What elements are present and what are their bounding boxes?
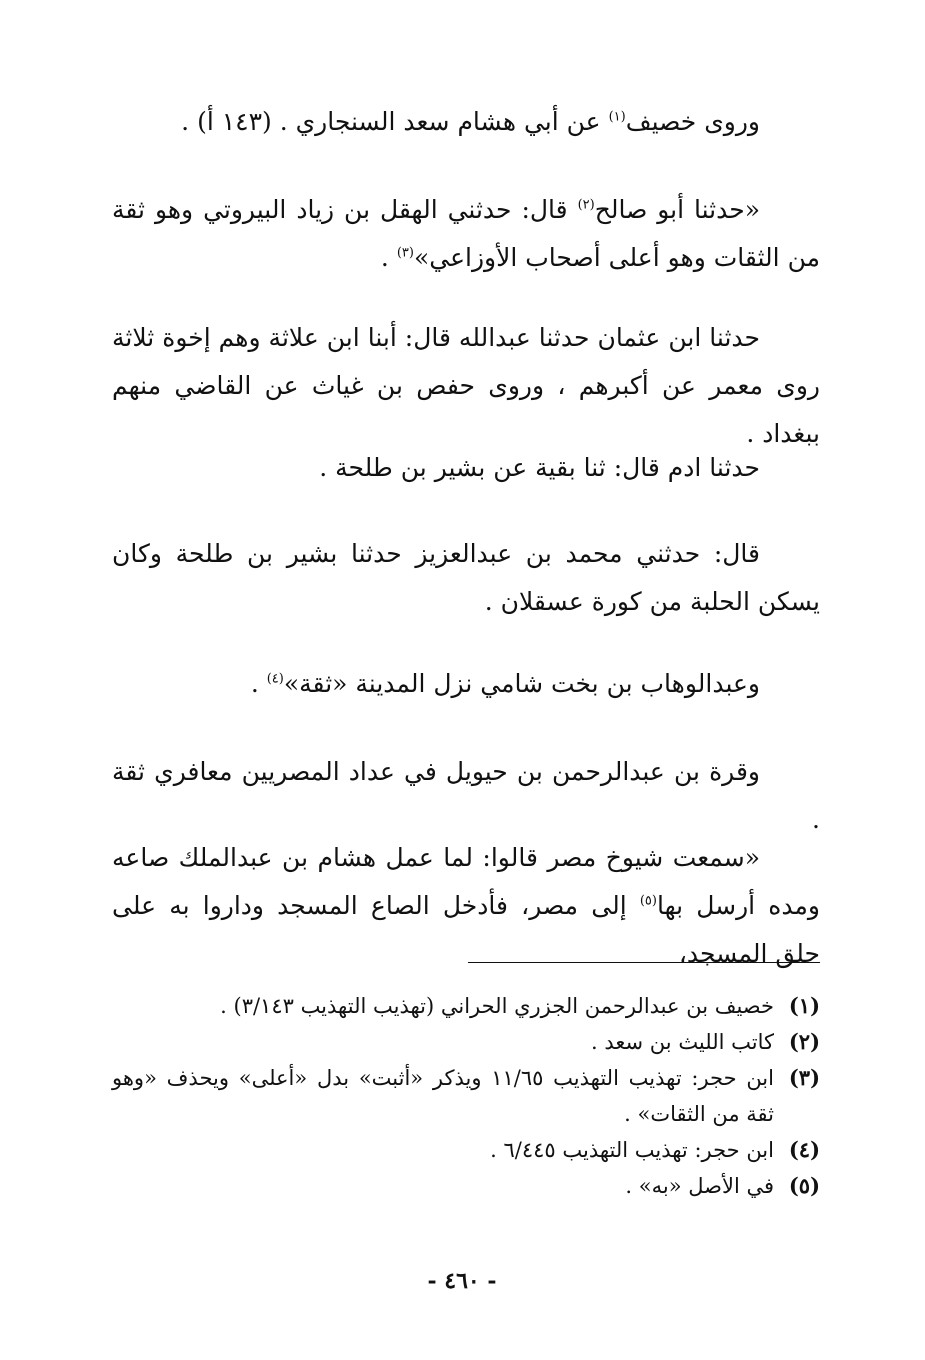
footnote-1 [112, 988, 820, 1024]
footnote-text: ابن حجر: تهذيب التهذيب ٦/٤٤٥ . [490, 1138, 774, 1162]
footnote-3 [112, 1060, 820, 1132]
footnote-number: (٥) [788, 1173, 820, 1198]
footnote-ref-4[interactable]: (٤) [266, 671, 284, 687]
footnote-text: خصيف بن عبدالرحمن الجزري الحراني (تهذيب التهذيب ٣/١٤٣) . [220, 994, 774, 1018]
paragraph-2: «حدثنا أبو صالح$^{(٢)}$ قال: حدثني الهقل بن زياد البيروتي وهو ثقة من الثقات وهو أعلى أصحاب الأوزاعي»$^{(٣)}$ . [112, 195, 820, 272]
page-number: - ٤٦٠ - [427, 1268, 497, 1294]
footnote-5 [112, 1168, 820, 1204]
paragraph-7: وقرة بن عبدالرحمن بن حيويل في عداد المصريين معافري ثقة . [112, 757, 820, 834]
footnote-2 [112, 1024, 820, 1060]
footnote-ref-3[interactable]: (٣) [396, 245, 414, 261]
paragraph-8: «سمعت شيوخ مصر قالوا: لما عمل هشام بن عبدالملك صاعه ومده أرسل بها$^{(٥)}$ إلى مصر، فأدخل الصاع المسجد وداروا به على حلق المسجد، [112, 843, 820, 968]
footnote-4 [112, 1132, 820, 1168]
footnote-divider [468, 962, 820, 963]
footnote-number: (٤) [788, 1137, 820, 1162]
paragraph-3: حدثنا ابن عثمان حدثنا عبدالله قال: أبنا ابن علاثة وهم إخوة ثلاثة روى معمر عن أكبرهم ، وروى حفص بن غياث عن القاضي منهم ببغداد . [112, 323, 820, 448]
footnote-ref-5[interactable]: (٥) [639, 893, 657, 909]
footnotes-list [112, 988, 820, 1204]
paragraph-6: وعبدالوهاب بن بخت شامي نزل المدينة «ثقة»$^{(٤)}$ . [250, 669, 760, 698]
paragraph-4: حدثنا ادم قال: ثنا بقية عن بشير بن طلحة . [319, 453, 760, 482]
paragraph-1: وروى خصيف$^{(١)}$ عن أبي هشام سعد السنجاري . (١٤٣ أ) . [181, 107, 760, 136]
paragraph-5: قال: حدثني محمد بن عبدالعزيز حدثنا بشير بن طلحة وكان يسكن الحلبة من كورة عسقلان . [112, 539, 820, 616]
footnote-text: في الأصل «به» . [625, 1174, 774, 1198]
footnote-text: ابن حجر: تهذيب التهذيب ١١/٦٥ ويذكر «أثبت» بدل «أعلى» ويحذف «وهو ثقة من الثقات» . [112, 1066, 774, 1126]
footnote-number: (٢) [788, 1029, 820, 1054]
footnote-number: (١) [788, 993, 820, 1018]
footnote-text: كاتب الليث بن سعد . [591, 1030, 774, 1054]
footnote-ref-2[interactable]: (٢) [577, 197, 595, 213]
footnote-number: (٣) [788, 1065, 820, 1090]
footnote-ref-1[interactable]: (١) [608, 109, 626, 125]
